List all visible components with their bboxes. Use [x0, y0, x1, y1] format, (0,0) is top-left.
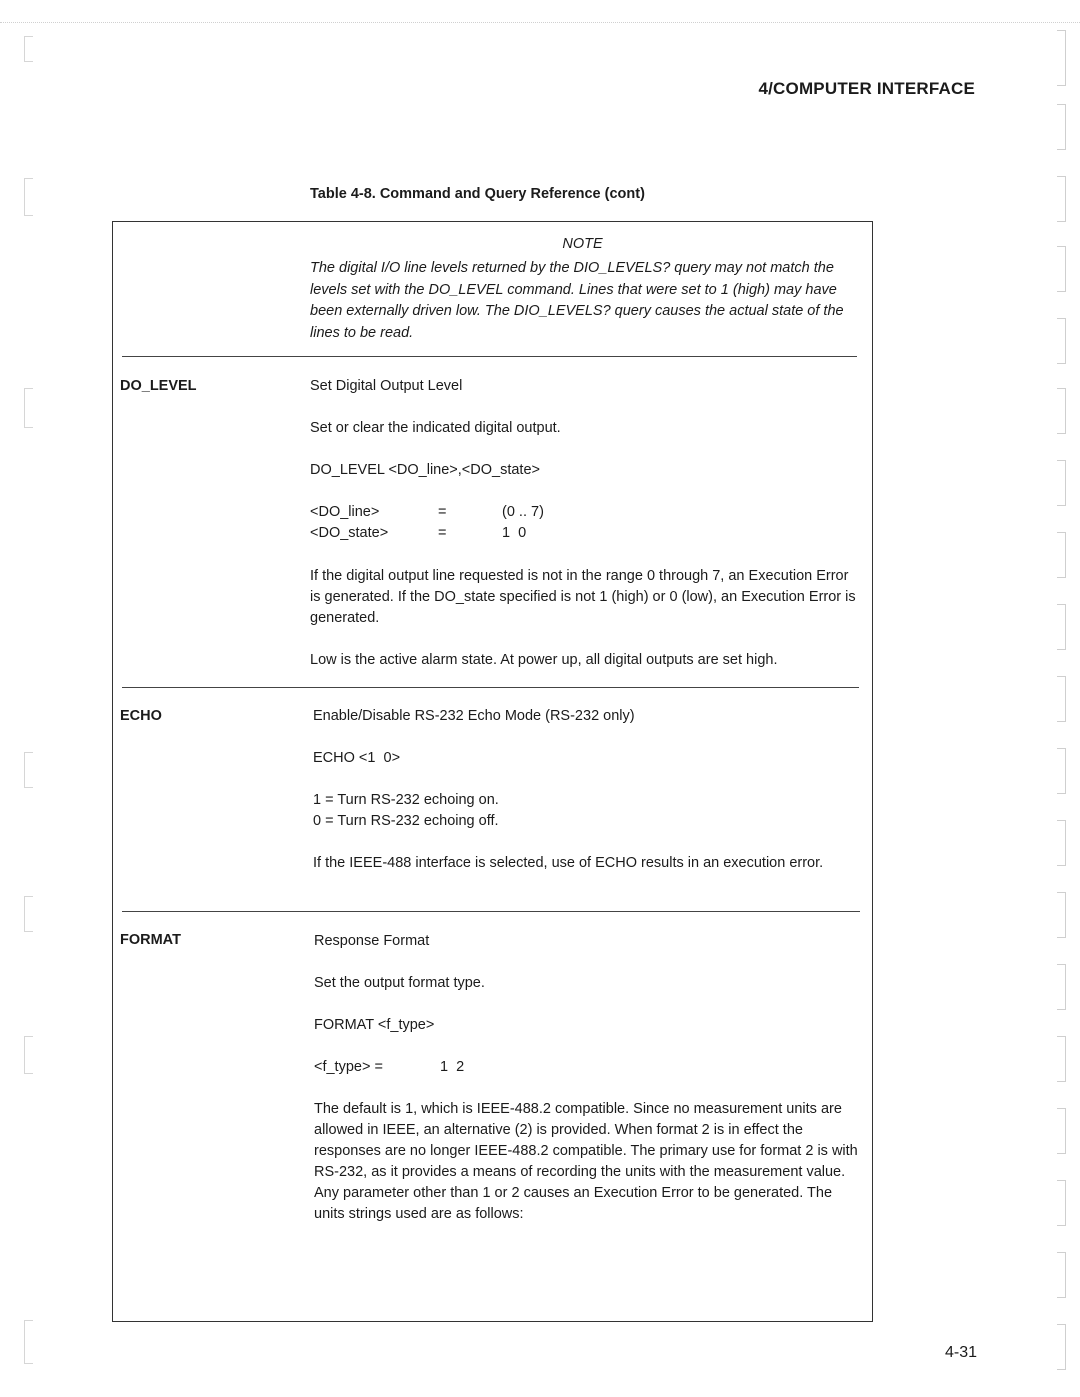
scan-binding-mark — [1057, 604, 1066, 650]
page-number: 4-31 — [945, 1344, 978, 1361]
scan-binding-mark — [1057, 1036, 1066, 1082]
row-divider — [122, 911, 860, 912]
command-name-format: FORMAT — [120, 932, 181, 948]
scan-binding-mark — [1057, 892, 1066, 938]
param-value: (0 .. 7) — [502, 504, 544, 520]
scan-binding-mark — [1057, 388, 1066, 434]
command-title-echo: Enable/Disable RS-232 Echo Mode (RS-232 only) — [313, 708, 635, 724]
scan-binding-mark — [1057, 1180, 1066, 1226]
scan-binding-mark — [1057, 30, 1066, 86]
scan-binding-mark — [24, 1036, 33, 1074]
scan-binding-mark — [1057, 246, 1066, 292]
scan-binding-mark — [24, 388, 33, 428]
row-divider — [122, 356, 857, 357]
note-text: The digital I/O line levels returned by the DIO_LEVELS? query may not match the levels set with the DO_LEVEL command. Lines that were set to 1 (high) may have been externally driven low. The DIO_LEVELS? query causes the actual state of the lines to be read. — [310, 260, 844, 341]
command-description: Set the output format type. — [314, 975, 485, 991]
command-name-echo: ECHO — [120, 708, 162, 724]
command-name-do-level: DO_LEVEL — [120, 378, 197, 394]
scan-binding-mark — [1057, 460, 1066, 506]
format-body-text: The default is 1, which is IEEE-488.2 compatible. Since no measurement units are allowed in IEEE, an alternative (2) is provided. When format 2 is in effect the responses are no longer IEEE-488.2 compatible. The primary use for format 2 is with RS-232, as it provides a means of recording the units with the measurement value. Any parameter other than 1 or 2 causes an Execution Error to be generated. The units strings used are as follows: — [314, 1101, 858, 1222]
echo-option-on: 1 = Turn RS-232 echoing on. — [313, 792, 499, 808]
param-name: <DO_state> — [310, 525, 389, 541]
param-value: 1 2 — [440, 1059, 465, 1075]
param-equals: = — [438, 525, 447, 541]
command-error-text: If the IEEE-488 interface is selected, use of ECHO results in an execution error. — [313, 855, 824, 871]
scan-binding-mark — [24, 896, 33, 932]
command-error-text: If the digital output line requested is not in the range 0 through 7, an Execution Error is generated. If the DO_state specified is not 1 (high) or 0 (low), an Execution Error is generated. — [310, 568, 856, 626]
scan-binding-mark — [1057, 820, 1066, 866]
command-syntax: ECHO <1 0> — [313, 750, 401, 766]
command-description: Set or clear the indicated digital output. — [310, 420, 561, 436]
command-syntax: FORMAT <f_type> — [314, 1017, 435, 1033]
scan-binding-mark — [1057, 176, 1066, 222]
scan-top-edge — [0, 22, 1080, 23]
scan-binding-mark — [1057, 1108, 1066, 1154]
note-title: NOTE — [562, 236, 603, 252]
scan-binding-mark — [24, 178, 33, 216]
command-title-do-level: Set Digital Output Level — [310, 378, 463, 394]
section-header: 4/COMPUTER INTERFACE — [758, 79, 975, 98]
table-title: Table 4-8. Command and Query Reference (cont) — [310, 186, 645, 202]
param-name: <f_type> = — [314, 1059, 383, 1075]
command-alarm-text: Low is the active alarm state. At power up, all digital outputs are set high. — [310, 652, 778, 668]
scan-binding-mark — [1057, 318, 1066, 364]
command-syntax: DO_LEVEL <DO_line>,<DO_state> — [310, 462, 540, 478]
row-divider — [122, 687, 859, 688]
param-value: 1 0 — [502, 525, 527, 541]
param-name: <DO_line> — [310, 504, 380, 520]
scan-binding-mark — [24, 752, 33, 788]
scan-binding-mark — [1057, 676, 1066, 722]
scan-binding-mark — [1057, 748, 1066, 794]
scan-binding-mark — [1057, 532, 1066, 578]
param-equals: = — [438, 504, 447, 520]
command-title-format: Response Format — [314, 933, 430, 949]
scan-binding-mark — [1057, 964, 1066, 1010]
scan-binding-mark — [1057, 1324, 1066, 1370]
scan-binding-mark — [1057, 1252, 1066, 1298]
scan-binding-mark — [24, 1320, 33, 1364]
echo-option-off: 0 = Turn RS-232 echoing off. — [313, 813, 499, 829]
scan-binding-mark — [1057, 104, 1066, 150]
scan-binding-mark — [24, 36, 33, 62]
